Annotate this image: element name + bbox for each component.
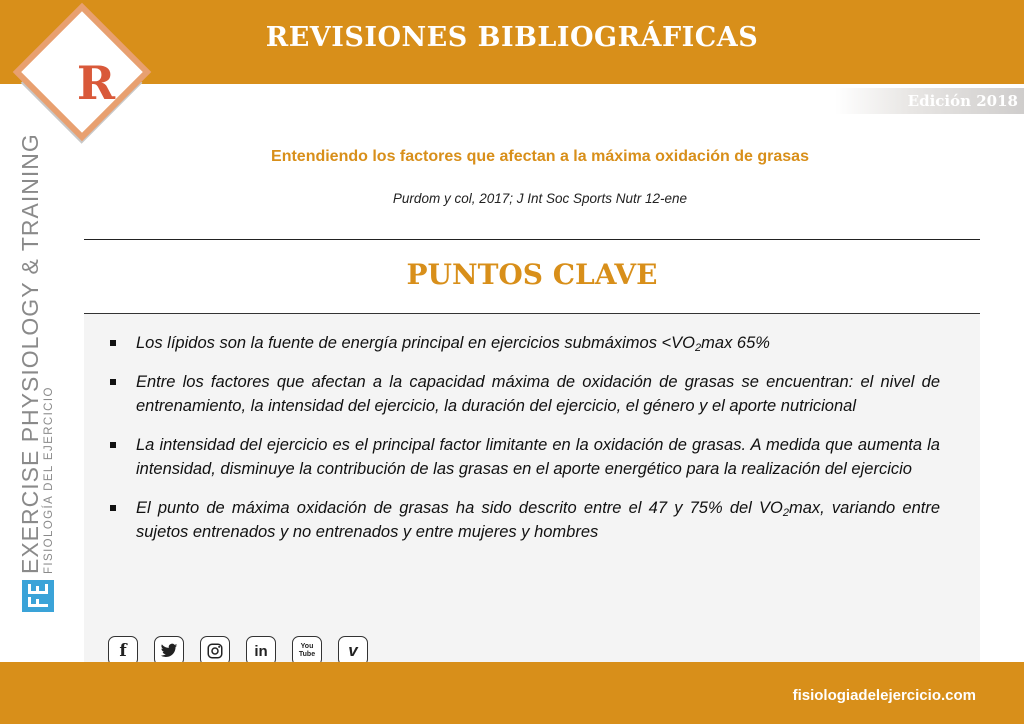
panel-divider	[84, 313, 980, 314]
list-item: La intensidad del ejercicio es el principal factor limitante en la oxidación de grasas. A medida que aumenta la intensidad, disminuye la contribución de las grasas en el aporte energético para la realización del ejercicio	[108, 433, 940, 481]
list-item: Entre los factores que afectan a la capacidad máxima de oxidación de grasas se encuentran: el nivel de entrenamiento, la intensidad del ejercicio, la duración del ejercicio, el género y el aporte nutricional	[108, 370, 940, 418]
sidebar-brand	[17, 133, 78, 612]
edition-label: Edición 2018	[907, 92, 1018, 110]
edition-band	[835, 88, 1024, 114]
sidebar-brand-subtitle: FISIOLOGÍA DEL EJERCICIO	[43, 386, 55, 574]
list-item: El punto de máxima oxidación de grasas ha sido descrito entre el 47 y 75% del $VO_2\max$, variando entre sujetos entrenados y no entrenados y entre mujeres y hombres	[108, 496, 940, 544]
key-points-heading: PUNTOS CLAVE	[406, 258, 658, 291]
list-item: Los lípidos son la fuente de energía principal en ejercicios submáximos $<VO_2\max$ 65%	[108, 331, 940, 355]
sidebar-brand-title: EXERCISE PHYSIOLOGY & TRAINING	[17, 133, 43, 574]
facebook-icon[interactable]: f	[108, 636, 138, 666]
article-citation: Purdom y col, 2017; J Int Soc Sports Nutr 12-ene	[392, 191, 688, 206]
article-title: Entendiendo los factores que afectan a la máxima oxidación de grasas	[271, 148, 809, 165]
linkedin-icon[interactable]: in	[246, 636, 276, 666]
key-points-list	[108, 331, 940, 559]
fe-logo-icon	[22, 580, 54, 612]
vimeo-icon[interactable]: v	[338, 636, 368, 666]
footer-website[interactable]: fisiologiadelejercicio.com	[792, 687, 976, 704]
youtube-icon[interactable]: You Tube	[292, 636, 322, 666]
divider	[84, 239, 980, 240]
logo-letter: R	[76, 56, 116, 110]
footer-band	[0, 662, 1024, 724]
header-title: REVISIONES BIBLIOGRÁFICAS	[265, 22, 759, 53]
